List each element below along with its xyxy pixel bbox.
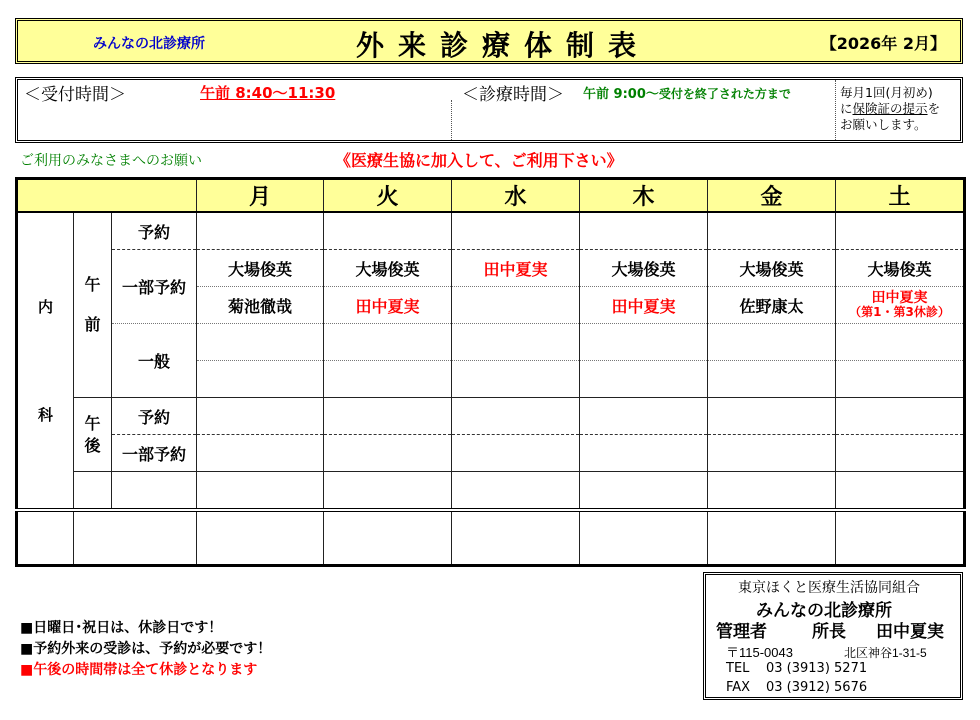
footer-clinic-name: みんなの北診療所 [756, 601, 892, 621]
day-header-sat: 土 [836, 179, 965, 213]
am-label: 午 [84, 275, 101, 294]
schedule-cell [197, 212, 324, 250]
doctor-cell: 大場俊英 [324, 250, 452, 287]
day-header-thu: 木 [580, 179, 708, 213]
manager-name: 田中夏実 [876, 622, 944, 642]
schedule-cell [452, 324, 580, 361]
saturday-closure-note: （第1・第3休診） [849, 305, 950, 319]
schedule-cell [324, 212, 452, 250]
consult-time-start: 午前 9:00～ [583, 87, 659, 102]
row-label-reserved: 予約 [112, 212, 197, 250]
doctor-cell: 大場俊英 [197, 250, 324, 287]
schedule-cell [708, 324, 836, 361]
notice-item-highlight: ■午後の時間帯は全て休診となります [20, 662, 258, 678]
hours-info-box [15, 77, 963, 143]
schedule-cell [708, 435, 836, 472]
clinic-name: みんなの北診療所 [93, 36, 205, 52]
schedule-cell [836, 212, 965, 250]
tel-label: TEL [726, 661, 750, 676]
divider [451, 100, 452, 140]
fax-line [726, 680, 980, 695]
schedule-cell [836, 398, 965, 435]
schedule-cell [836, 435, 965, 472]
table-row [17, 212, 965, 250]
notice-text: の [890, 101, 903, 116]
doctor-cell: 田中夏実 [452, 250, 580, 287]
empty-cell [74, 510, 197, 566]
title-bar [15, 18, 963, 64]
insurance-notice [840, 85, 940, 133]
consult-time [583, 83, 791, 102]
table-row [17, 472, 965, 511]
schedule-cell [580, 324, 708, 361]
schedule-cell [836, 510, 965, 566]
pm-label: 午 [84, 413, 101, 433]
postal-code: 〒115-0043 [726, 645, 793, 660]
schedule-cell [580, 212, 708, 250]
row-label-pm-reserved: 予約 [112, 398, 197, 435]
period-label: 【2026年 2月】 [820, 34, 946, 53]
table-row [17, 324, 965, 361]
schedule-cell [836, 324, 965, 361]
schedule-cell [708, 472, 836, 511]
coop-note: 《医療生協に加入して、ご利用下さい》 [335, 151, 623, 170]
table-row [17, 250, 965, 287]
am-label: 前 [84, 315, 101, 334]
manager-title: 所長 [812, 622, 846, 642]
schedule-cell [324, 398, 452, 435]
schedule-cell [708, 398, 836, 435]
notice-text: 提示 [902, 101, 928, 116]
department-label: 内 [37, 297, 53, 316]
notice-text: を [927, 101, 941, 116]
notice-line [840, 101, 940, 117]
header-corner [17, 179, 197, 213]
doctor-cell: 田中夏実 [580, 287, 708, 324]
schedule-cell [197, 324, 324, 361]
schedule-cell [452, 361, 580, 398]
doctor-cell: 田中夏実 [324, 287, 452, 324]
notice-item: ■日曜日･祝日は、休診日です！ [20, 620, 223, 636]
day-header-tue: 火 [324, 179, 452, 213]
schedule-cell [580, 361, 708, 398]
doctor-name: 田中夏実 [871, 290, 928, 306]
table-row [17, 398, 965, 435]
notice-line: お願いします。 [840, 117, 927, 132]
schedule-cell [324, 361, 452, 398]
day-header-wed: 水 [452, 179, 580, 213]
schedule-cell [452, 212, 580, 250]
empty-cell [17, 510, 74, 566]
schedule-cell [580, 398, 708, 435]
empty-cell [112, 472, 197, 511]
schedule-cell [324, 435, 452, 472]
notice-item: ■予約外来の受診は、予約が必要です！ [20, 641, 272, 657]
schedule-cell [324, 510, 452, 566]
notice-line: 毎月1回(月初め) [840, 85, 933, 100]
day-header-row [17, 179, 965, 213]
doctor-cell: 大場俊英 [580, 250, 708, 287]
schedule-table [15, 177, 966, 567]
fax-number: 03 (3912) 5676 [766, 680, 868, 695]
tel-line [726, 661, 980, 676]
manager-label: 管理者 [716, 622, 767, 642]
schedule-cell [708, 510, 836, 566]
doctor-cell: 大場俊英 [708, 250, 836, 287]
schedule-cell [197, 472, 324, 511]
doctor-cell: 大場俊英 [836, 250, 965, 287]
divider [835, 80, 836, 140]
schedule-cell [452, 398, 580, 435]
row-label-partial: 一部予約 [112, 250, 197, 324]
schedule-cell [580, 472, 708, 511]
department-cell [17, 212, 74, 510]
schedule-cell [452, 435, 580, 472]
pm-label: 後 [84, 435, 101, 455]
notice-text: 保険証 [852, 101, 891, 116]
schedule-cell [452, 472, 580, 511]
pm-label-cell [74, 398, 112, 472]
doctor-cell: 菊池徹哉 [197, 287, 324, 324]
doctor-cell: 佐野康太 [708, 287, 836, 324]
schedule-cell [580, 435, 708, 472]
row-label-pm-partial: 一部予約 [112, 435, 197, 472]
schedule-cell [708, 212, 836, 250]
doctor-cell [452, 287, 580, 324]
am-label-cell [74, 212, 112, 398]
schedule-cell [836, 472, 965, 511]
empty-cell [74, 472, 112, 511]
notice-list [20, 618, 271, 681]
coop-name: 東京ほくと医療生活協同組合 [738, 580, 920, 596]
row-label-general: 一般 [112, 324, 197, 398]
address-line [726, 642, 980, 661]
fax-label: FAX [726, 680, 751, 695]
consult-time-end: 受付を終了された方まで [658, 87, 791, 101]
reception-time: 午前 8:40～11:30 [200, 84, 336, 102]
table-row [17, 435, 965, 472]
tel-number: 03 (3913) 5271 [766, 661, 868, 676]
schedule-cell [197, 510, 324, 566]
schedule-cell [452, 510, 580, 566]
schedule-cell [197, 398, 324, 435]
schedule-cell [836, 361, 965, 398]
reception-label: ＜受付時間＞ [24, 85, 126, 105]
schedule-cell [324, 472, 452, 511]
schedule-cell [197, 361, 324, 398]
request-note: ご利用のみなさまへのお願い [20, 153, 202, 169]
day-header-mon: 月 [197, 179, 324, 213]
schedule-cell [324, 324, 452, 361]
address: 北区神谷1-31-5 [844, 646, 927, 660]
notice-text: に [840, 101, 853, 116]
manager-line [716, 617, 970, 642]
schedule-cell [708, 361, 836, 398]
schedule-cell [580, 510, 708, 566]
page-title: 外来診療体制表 [356, 29, 651, 62]
doctor-cell [836, 287, 965, 324]
department-label: 科 [37, 405, 53, 424]
schedule-cell [197, 435, 324, 472]
clinic-contact-box [703, 572, 963, 700]
table-row [17, 510, 965, 566]
consult-label: ＜診療時間＞ [462, 85, 564, 105]
day-header-fri: 金 [708, 179, 836, 213]
